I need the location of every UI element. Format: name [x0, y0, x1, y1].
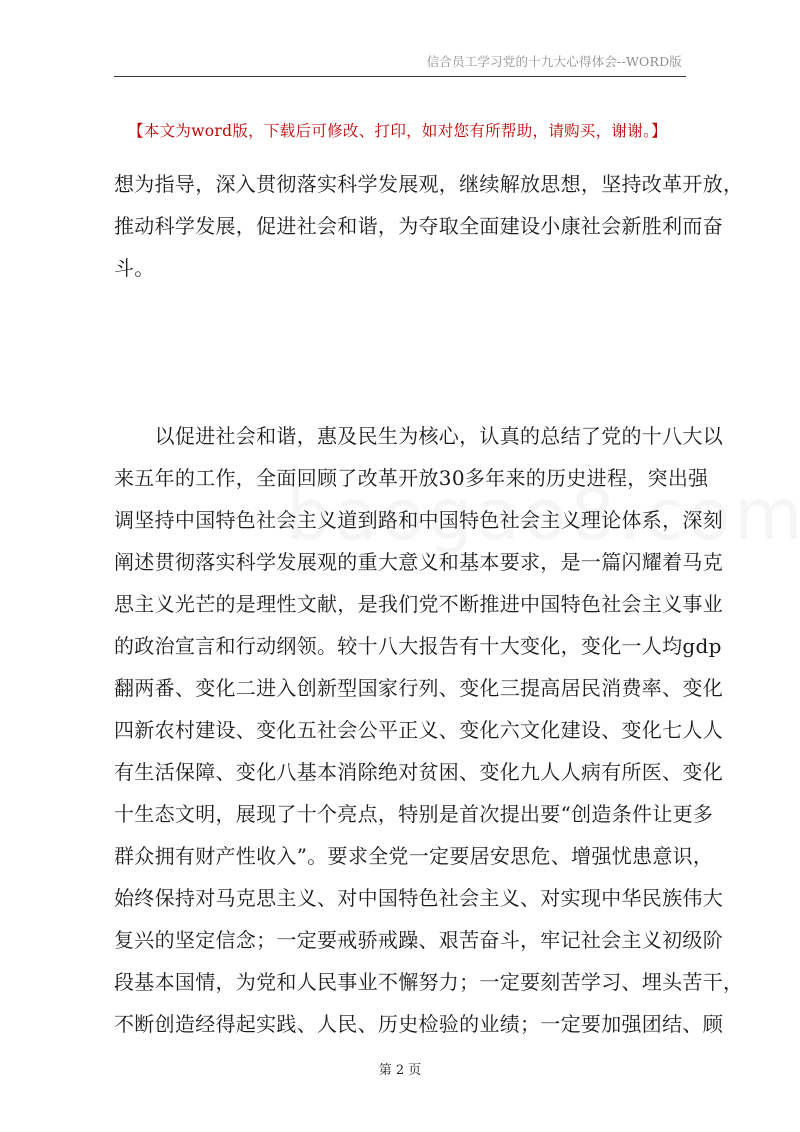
paragraph-line: 调坚持中国特色社会主义道到路和中国特色社会主义理论体系，深刻	[114, 508, 723, 532]
paragraph-line: 复兴的坚定信念；一定要戒骄戒躁、艰苦奋斗，牢记社会主义初级阶	[114, 928, 723, 952]
paragraph-line: 群众拥有财产性收入”。要求全党一定要居安思危、增强忧患意识，	[114, 844, 714, 868]
paragraph-line: 段基本国情，为党和人民事业不懈努力；一定要刻苦学习、埋头苦干，	[114, 970, 744, 994]
paragraph-line: 阐述贯彻落实科学发展观的重大意义和基本要求，是一篇闪耀着马克	[114, 550, 723, 574]
paragraph-line: 推动科学发展，促进社会和谐，为夺取全面建设小康社会新胜利而奋	[114, 214, 723, 238]
purchase-notice: 【本文为word版，下载后可修改、打印，如对您有所帮助，请购买，谢谢。】	[128, 122, 667, 140]
paragraph-line: 想为指导，深入贯彻落实科学发展观，继续解放思想，坚持改革开放，	[114, 172, 744, 196]
paragraph-line: 翻两番、变化二进入创新型国家行列、变化三提高居民消费率、变化	[114, 676, 723, 700]
paragraph-line: 十生态文明，展现了十个亮点，特别是首次提出要“创造条件让更多	[114, 802, 714, 826]
paragraph-line: 不断创造经得起实践、人民、历史检验的业绩；一定要加强团结、顾	[114, 1012, 723, 1036]
paragraph-line: 四新农村建设、变化五社会公平正义、变化六文化建设、变化七人人	[114, 718, 723, 742]
paragraph-line: 始终保持对马克思主义、对中国特色社会主义、对实现中华民族伟大	[114, 886, 723, 910]
header-title: 信合员工学习党的十九大心得体会--WORD版	[426, 54, 682, 69]
paragraph-line: 思主义光芒的是理性文献，是我们党不断推进中国特色社会主义事业	[114, 592, 723, 616]
paragraph-line: 斗。	[114, 256, 155, 280]
page-number: 第 2 页	[378, 1063, 422, 1078]
paragraph-line: 来五年的工作，全面回顾了改革开放30多年来的历史进程，突出强	[114, 466, 709, 490]
paragraph-line: 以促进社会和谐，惠及民生为核心，认真的总结了党的十八大以	[114, 424, 723, 448]
paragraph-line: 有生活保障、变化八基本消除绝对贫困、变化九人人病有所医、变化	[114, 760, 723, 784]
paragraph-line: 的政治宣言和行动纲领。较十八大报告有十大变化，变化一人均gdp	[114, 634, 722, 658]
header-divider	[114, 76, 686, 77]
